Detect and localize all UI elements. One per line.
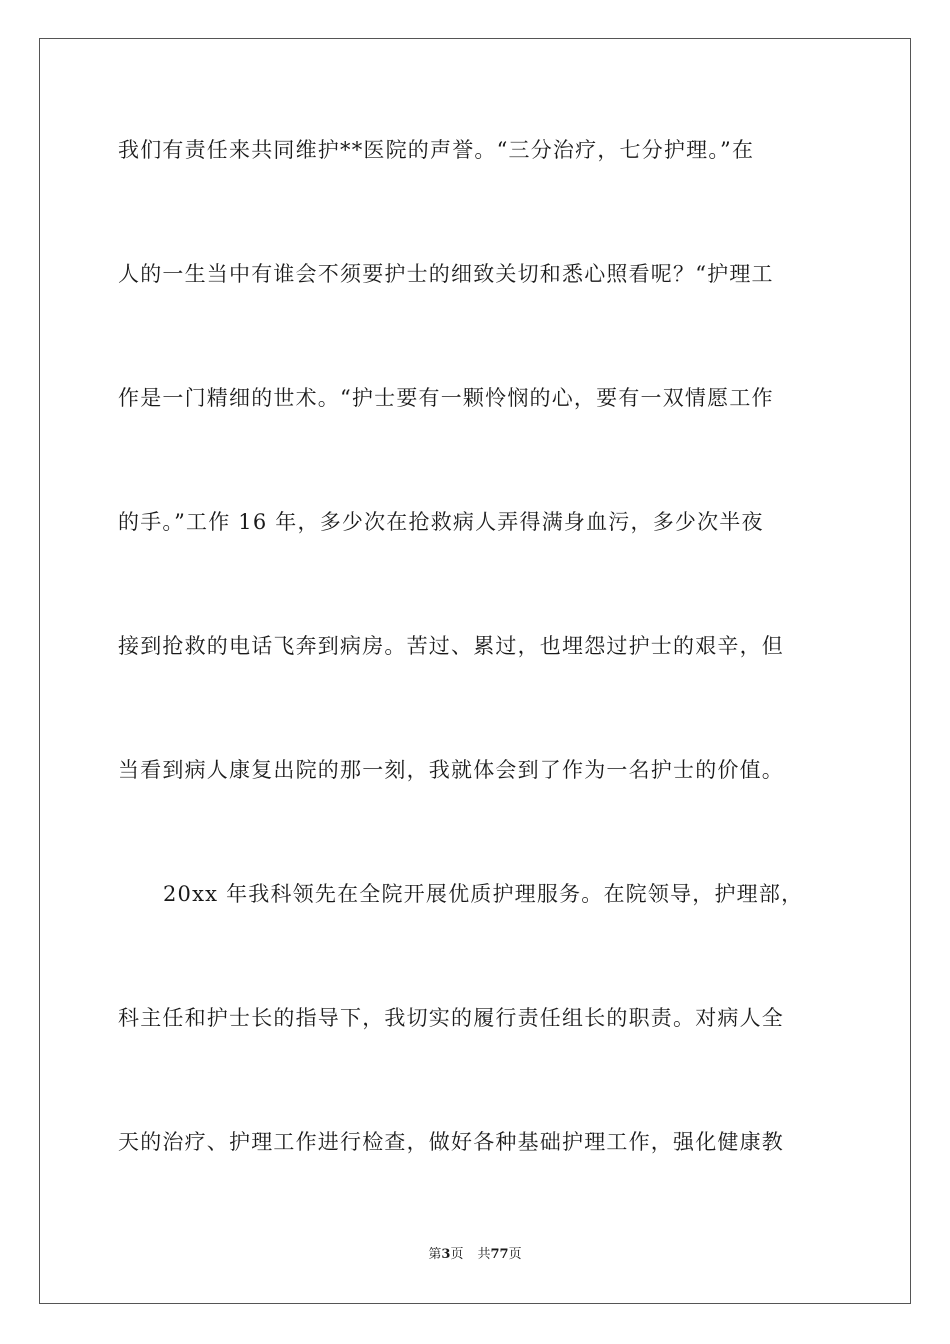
total-pages: 77 (490, 1247, 509, 1262)
page-suffix: 页 (450, 1247, 464, 1262)
page-prefix: 第 (428, 1247, 442, 1262)
text-line: 当看到病人康复出院的那一刻，我就体会到了作为一名护士的价值。 (118, 758, 784, 782)
text-line: 天的治疗、护理工作进行检查，做好各种基础护理工作，强化健康教 (118, 1130, 784, 1154)
text-line: 作是一门精细的世术。“护士要有一颗怜悯的心，要有一双情愿工作 (118, 386, 774, 410)
text-line: 科主任和护士长的指导下，我切实的履行责任组长的职责。对病人全 (118, 1006, 784, 1030)
paragraph-first-line: 20xx 年我科领先在全院开展优质护理服务。在院领导，护理部， (163, 882, 804, 906)
page-number: 3 (441, 1247, 451, 1262)
text-line: 我们有责任来共同维护**医院的声誉。“三分治疗，七分护理。”在 (118, 138, 755, 162)
text-line: 的手。”工作 16 年，多少次在抢救病人弄得满身血污，多少次半夜 (118, 510, 764, 534)
total-prefix: 共 (477, 1247, 491, 1262)
page-border (39, 38, 911, 1304)
text-line: 接到抢救的电话飞奔到病房。苦过、累过，也埋怨过护士的艰辛，但 (118, 634, 784, 658)
text-line: 人的一生当中有谁会不须要护士的细致关切和悉心照看呢？“护理工 (118, 262, 774, 286)
page-footer (0, 1246, 950, 1264)
total-suffix: 页 (508, 1247, 522, 1262)
